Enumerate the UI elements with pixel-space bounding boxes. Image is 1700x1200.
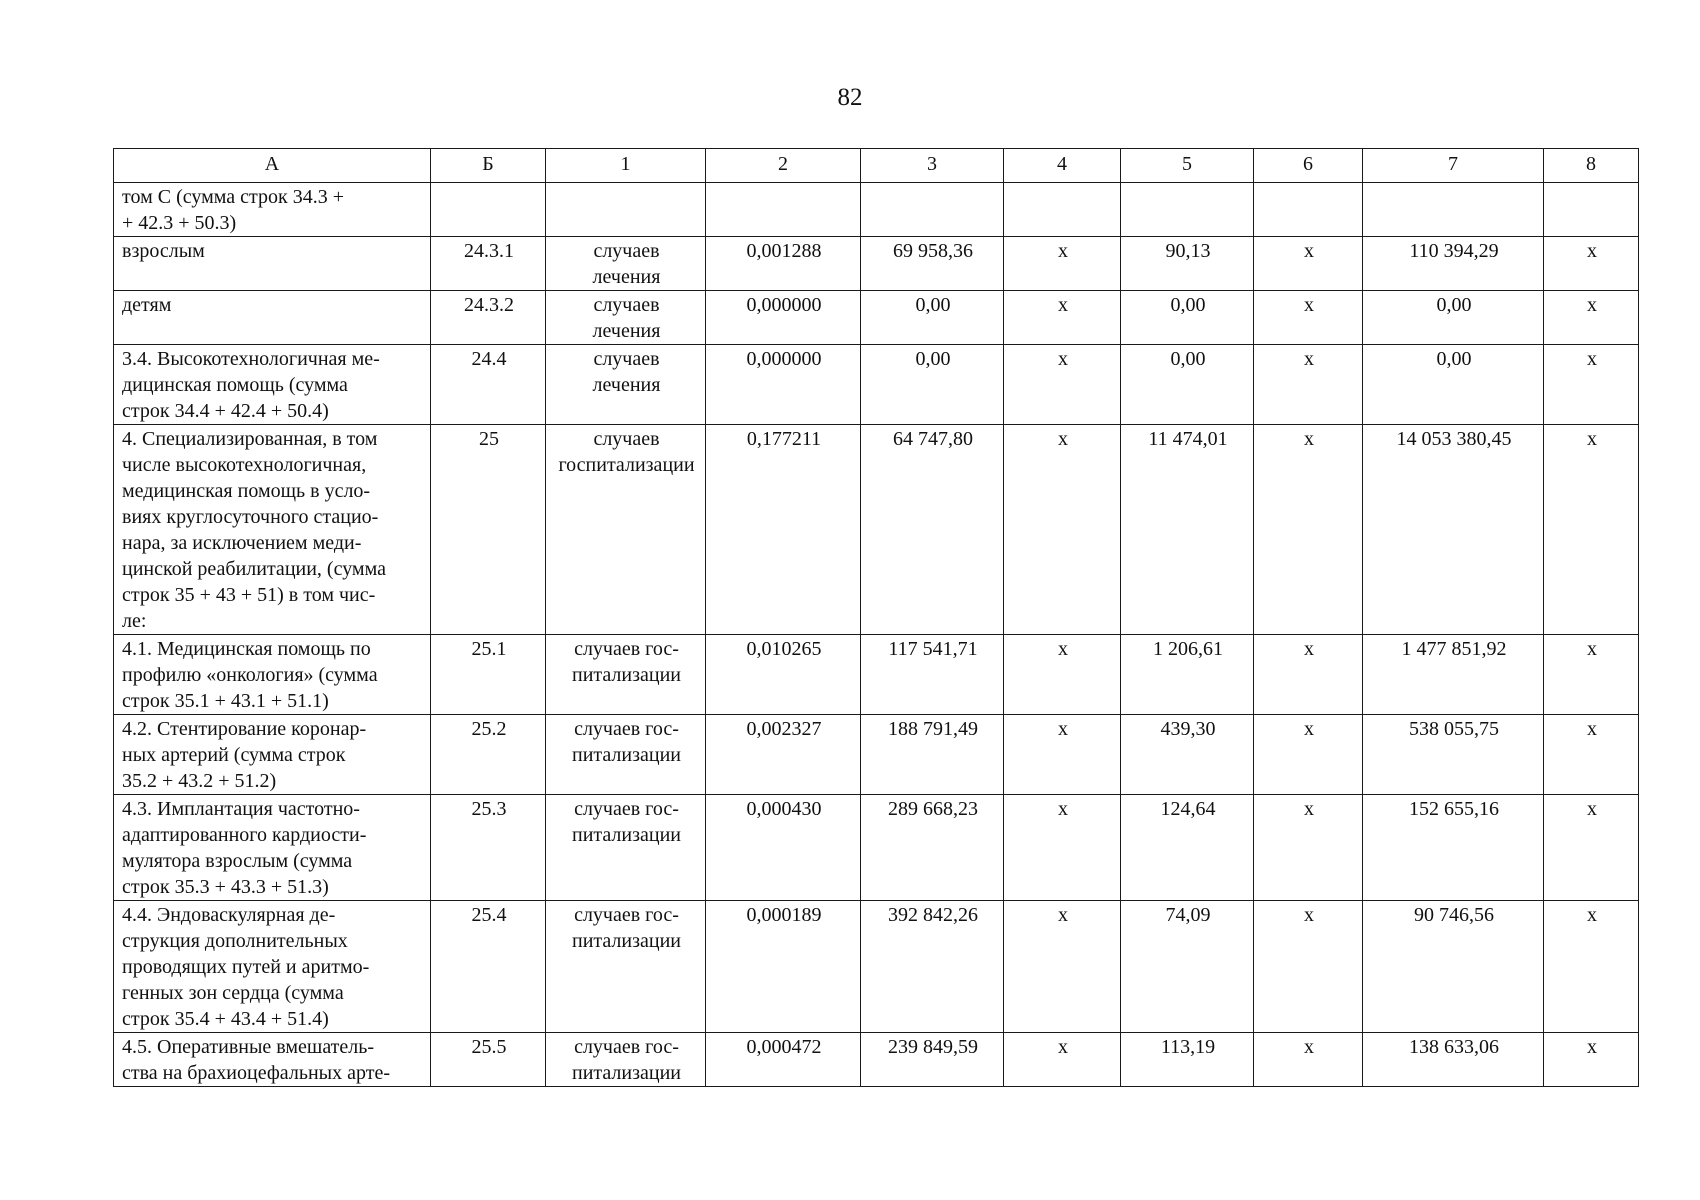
row-col2-cell: 0,000189 bbox=[706, 901, 861, 1033]
row-col5-cell: 113,19 bbox=[1121, 1033, 1254, 1087]
row-col5-cell: 90,13 bbox=[1121, 237, 1254, 291]
row-col6-cell bbox=[1254, 183, 1363, 237]
row-col6-cell: х bbox=[1254, 425, 1363, 635]
row-name-cell: 4.5. Оперативные вмешатель- ства на брахиоцефальных арте- bbox=[114, 1033, 431, 1087]
row-name-cell: 4.4. Эндоваскулярная де- струкция дополнительных проводящих путей и аритмо- генных зон сердца (сумма строк 35.4 + 43.4 + 51.4) bbox=[114, 901, 431, 1033]
row-unit-cell: случаев гос- питализации bbox=[546, 1033, 706, 1087]
row-unit-cell bbox=[546, 183, 706, 237]
row-col7-cell bbox=[1363, 183, 1544, 237]
row-col4-cell: х bbox=[1004, 1033, 1121, 1087]
row-col3-cell: 0,00 bbox=[861, 345, 1004, 425]
row-col6-cell: х bbox=[1254, 901, 1363, 1033]
table-row bbox=[114, 635, 1639, 715]
row-col7-cell: 90 746,56 bbox=[1363, 901, 1544, 1033]
table-row bbox=[114, 901, 1639, 1033]
row-name-cell: 3.4. Высокотехнологичная ме- дицинская помощь (сумма строк 34.4 + 42.4 + 50.4) bbox=[114, 345, 431, 425]
row-unit-cell: случаев лечения bbox=[546, 291, 706, 345]
row-col2-cell: 0,000000 bbox=[706, 345, 861, 425]
row-name-cell: 4. Специализированная, в том числе высокотехнологичная, медицинская помощь в усло- виях круглосуточного стацио- нара, за исключением меди- цинской реабилитации, (сумма строк 35 + 43 + 51) в том чис- ле: bbox=[114, 425, 431, 635]
row-col5-cell: 0,00 bbox=[1121, 345, 1254, 425]
row-col7-cell: 138 633,06 bbox=[1363, 1033, 1544, 1087]
row-col7-cell: 0,00 bbox=[1363, 345, 1544, 425]
row-unit-cell: случаев гос- питализации bbox=[546, 715, 706, 795]
row-col2-cell: 0,000472 bbox=[706, 1033, 861, 1087]
row-col4-cell: х bbox=[1004, 901, 1121, 1033]
row-col2-cell bbox=[706, 183, 861, 237]
row-col5-cell: 439,30 bbox=[1121, 715, 1254, 795]
row-col4-cell: х bbox=[1004, 345, 1121, 425]
table-row bbox=[114, 715, 1639, 795]
row-col6-cell: х bbox=[1254, 635, 1363, 715]
header-cell-5: 5 bbox=[1121, 149, 1254, 183]
row-col2-cell: 0,001288 bbox=[706, 237, 861, 291]
row-unit-cell: случаев гос- питализации bbox=[546, 635, 706, 715]
row-name-cell: том С (сумма строк 34.3 + + 42.3 + 50.3) bbox=[114, 183, 431, 237]
row-code-cell: 25.2 bbox=[431, 715, 546, 795]
row-col4-cell: х bbox=[1004, 237, 1121, 291]
row-col8-cell bbox=[1544, 183, 1639, 237]
row-col5-cell: 0,00 bbox=[1121, 291, 1254, 345]
row-unit-cell: случаев гос- питализации bbox=[546, 795, 706, 901]
row-col2-cell: 0,000000 bbox=[706, 291, 861, 345]
table-row bbox=[114, 237, 1639, 291]
header-cell-8: 8 bbox=[1544, 149, 1639, 183]
row-col2-cell: 0,010265 bbox=[706, 635, 861, 715]
header-cell-1: 1 bbox=[546, 149, 706, 183]
header-row bbox=[114, 149, 1639, 183]
row-code-cell: 24.3.1 bbox=[431, 237, 546, 291]
row-col5-cell bbox=[1121, 183, 1254, 237]
row-col5-cell: 74,09 bbox=[1121, 901, 1254, 1033]
row-col8-cell: х bbox=[1544, 291, 1639, 345]
table-row bbox=[114, 1033, 1639, 1087]
row-unit-cell: случаев гос- питализации bbox=[546, 901, 706, 1033]
row-col6-cell: х bbox=[1254, 345, 1363, 425]
row-name-cell: детям bbox=[114, 291, 431, 345]
row-col4-cell: х bbox=[1004, 715, 1121, 795]
row-code-cell: 24.4 bbox=[431, 345, 546, 425]
row-col6-cell: х bbox=[1254, 715, 1363, 795]
row-col2-cell: 0,002327 bbox=[706, 715, 861, 795]
header-cell-a: А bbox=[114, 149, 431, 183]
table-row bbox=[114, 345, 1639, 425]
row-col8-cell: х bbox=[1544, 635, 1639, 715]
row-col5-cell: 124,64 bbox=[1121, 795, 1254, 901]
row-col2-cell: 0,000430 bbox=[706, 795, 861, 901]
row-col3-cell: 392 842,26 bbox=[861, 901, 1004, 1033]
row-code-cell: 24.3.2 bbox=[431, 291, 546, 345]
row-col4-cell bbox=[1004, 183, 1121, 237]
row-col3-cell bbox=[861, 183, 1004, 237]
row-col4-cell: х bbox=[1004, 291, 1121, 345]
row-col8-cell: х bbox=[1544, 901, 1639, 1033]
row-col4-cell: х bbox=[1004, 425, 1121, 635]
row-unit-cell: случаев лечения bbox=[546, 345, 706, 425]
row-col6-cell: х bbox=[1254, 291, 1363, 345]
row-col4-cell: х bbox=[1004, 795, 1121, 901]
table-body bbox=[114, 183, 1639, 1087]
row-code-cell: 25 bbox=[431, 425, 546, 635]
table-row bbox=[114, 795, 1639, 901]
row-col8-cell: х bbox=[1544, 237, 1639, 291]
row-col3-cell: 239 849,59 bbox=[861, 1033, 1004, 1087]
row-code-cell: 25.1 bbox=[431, 635, 546, 715]
row-col4-cell: х bbox=[1004, 635, 1121, 715]
row-col7-cell: 538 055,75 bbox=[1363, 715, 1544, 795]
row-name-cell: взрослым bbox=[114, 237, 431, 291]
row-code-cell bbox=[431, 183, 546, 237]
row-col3-cell: 289 668,23 bbox=[861, 795, 1004, 901]
row-col8-cell: х bbox=[1544, 795, 1639, 901]
row-col5-cell: 11 474,01 bbox=[1121, 425, 1254, 635]
page-number: 82 bbox=[837, 84, 863, 111]
header-cell-4: 4 bbox=[1004, 149, 1121, 183]
row-col7-cell: 110 394,29 bbox=[1363, 237, 1544, 291]
data-table bbox=[113, 148, 1639, 1087]
table-row bbox=[114, 425, 1639, 635]
table-row bbox=[114, 291, 1639, 345]
row-col3-cell: 0,00 bbox=[861, 291, 1004, 345]
header-cell-2: 2 bbox=[706, 149, 861, 183]
row-name-cell: 4.1. Медицинская помощь по профилю «онкология» (сумма строк 35.1 + 43.1 + 51.1) bbox=[114, 635, 431, 715]
row-col8-cell: х bbox=[1544, 715, 1639, 795]
row-code-cell: 25.5 bbox=[431, 1033, 546, 1087]
row-col7-cell: 0,00 bbox=[1363, 291, 1544, 345]
row-col5-cell: 1 206,61 bbox=[1121, 635, 1254, 715]
header-cell-7: 7 bbox=[1363, 149, 1544, 183]
row-code-cell: 25.3 bbox=[431, 795, 546, 901]
row-code-cell: 25.4 bbox=[431, 901, 546, 1033]
row-col7-cell: 152 655,16 bbox=[1363, 795, 1544, 901]
row-col3-cell: 117 541,71 bbox=[861, 635, 1004, 715]
row-col2-cell: 0,177211 bbox=[706, 425, 861, 635]
header-cell-3: 3 bbox=[861, 149, 1004, 183]
row-col6-cell: х bbox=[1254, 1033, 1363, 1087]
row-col6-cell: х bbox=[1254, 795, 1363, 901]
header-cell-b: Б bbox=[431, 149, 546, 183]
row-col8-cell: х bbox=[1544, 425, 1639, 635]
row-col6-cell: х bbox=[1254, 237, 1363, 291]
row-col7-cell: 14 053 380,45 bbox=[1363, 425, 1544, 635]
row-col3-cell: 69 958,36 bbox=[861, 237, 1004, 291]
row-name-cell: 4.2. Стентирование коронар- ных артерий (сумма строк 35.2 + 43.2 + 51.2) bbox=[114, 715, 431, 795]
row-col3-cell: 64 747,80 bbox=[861, 425, 1004, 635]
row-col7-cell: 1 477 851,92 bbox=[1363, 635, 1544, 715]
row-col3-cell: 188 791,49 bbox=[861, 715, 1004, 795]
row-unit-cell: случаев лечения bbox=[546, 237, 706, 291]
table-row bbox=[114, 183, 1639, 237]
row-name-cell: 4.3. Имплантация частотно- адаптированного кардиости- мулятора взрослым (сумма строк 35.3 + 43.3 + 51.3) bbox=[114, 795, 431, 901]
row-unit-cell: случаев госпитализации bbox=[546, 425, 706, 635]
header-cell-6: 6 bbox=[1254, 149, 1363, 183]
row-col8-cell: х bbox=[1544, 1033, 1639, 1087]
row-col8-cell: х bbox=[1544, 345, 1639, 425]
